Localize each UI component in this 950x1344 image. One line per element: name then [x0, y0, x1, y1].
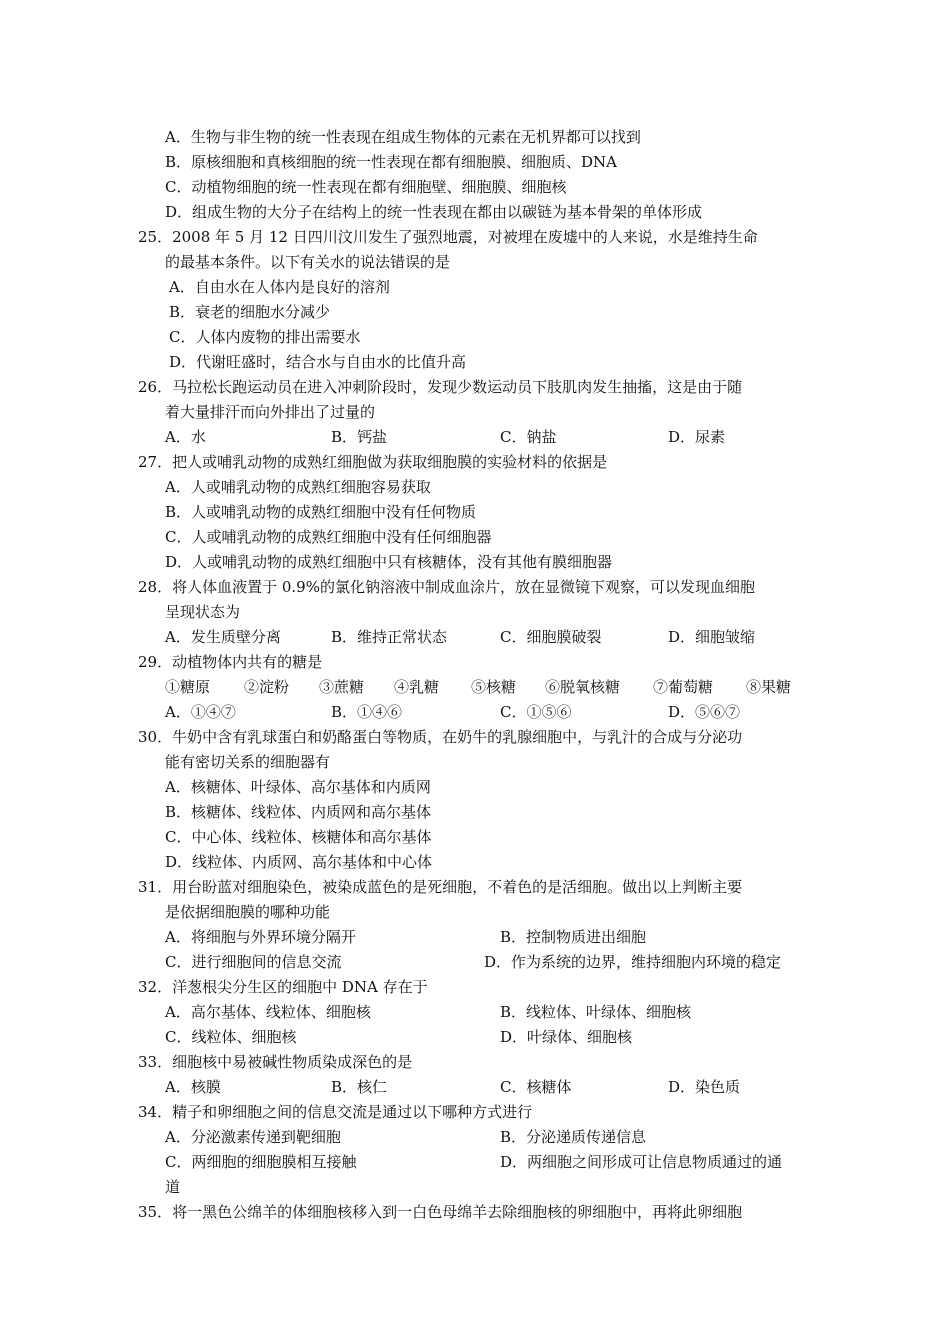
q33-option-a: A．核膜: [165, 1078, 221, 1096]
q32-option-d: D．叶绿体、细胞核: [500, 1028, 633, 1046]
q24-option-b: B．原核细胞和真核细胞的统一性表现在都有细胞膜、细胞质、DNA: [165, 153, 618, 171]
q29-item-1: ①糖原: [165, 678, 211, 696]
q29-item-8: ⑧果糖: [746, 678, 792, 696]
q34-option-d-line2: 道: [165, 1178, 181, 1196]
q27-option-b: B．人或哺乳动物的成熟红细胞中没有任何物质: [165, 503, 477, 521]
q33-option-c: C．核糖体: [500, 1078, 572, 1096]
q29-option-c: C．①⑤⑥: [500, 703, 572, 721]
q28-option-a: A．发生质壁分离: [165, 628, 281, 646]
q24-option-c: C．动植物细胞的统一性表现在都有细胞壁、细胞膜、细胞核: [165, 178, 567, 196]
q32-option-a: A．高尔基体、线粒体、细胞核: [165, 1003, 371, 1021]
q26-option-d: D．尿素: [668, 428, 726, 446]
q30-option-a: A．核糖体、叶绿体、高尔基体和内质网: [165, 778, 431, 796]
q28-option-d: D．细胞皱缩: [668, 628, 756, 646]
q28-stem-line2: 呈现状态为: [165, 603, 241, 621]
q26-stem-line2: 着大量排汗而向外排出了过量的: [165, 403, 376, 421]
q30-stem-line1: 30．牛奶中含有乳球蛋白和奶酪蛋白等物质，在奶牛的乳腺细胞中，与乳汁的合成与分泌功: [138, 728, 743, 746]
q27-stem-line1: 27．把人或哺乳动物的成熟红细胞做为获取细胞膜的实验材料的依据是: [138, 453, 608, 471]
q29-option-d: D．⑤⑥⑦: [668, 703, 741, 721]
q30-stem-line2: 能有密切关系的细胞器有: [165, 753, 331, 771]
q33-stem-line1: 33．细胞核中易被碱性物质染成深色的是: [138, 1053, 413, 1071]
q26-option-a: A．水: [165, 428, 206, 446]
q31-option-d: D．作为系统的边界，维持细胞内环境的稳定: [484, 953, 782, 971]
q34-option-d-line1: D．两细胞之间形成可让信息物质通过的通: [500, 1153, 783, 1171]
q29-item-6: ⑥脱氧核糖: [545, 678, 621, 696]
q24-option-a: A．生物与非生物的统一性表现在组成生物体的元素在无机界都可以找到: [165, 128, 641, 146]
q34-option-a: A．分泌激素传递到靶细胞: [165, 1128, 341, 1146]
q35-stem-line1: 35．将一黑色公绵羊的体细胞核移入到一白色母绵羊去除细胞核的卵细胞中，再将此卵细胞: [138, 1203, 743, 1221]
q28-option-c: C．细胞膜破裂: [500, 628, 602, 646]
q27-option-a: A．人或哺乳动物的成熟红细胞容易获取: [165, 478, 431, 496]
q32-option-b: B．线粒体、叶绿体、细胞核: [500, 1003, 692, 1021]
q29-item-4: ④乳糖: [394, 678, 440, 696]
q29-item-3: ③蔗糖: [319, 678, 365, 696]
q34-stem-line1: 34．精子和卵细胞之间的信息交流是通过以下哪种方式进行: [138, 1103, 533, 1121]
q26-stem-line1: 26．马拉松长跑运动员在进入冲刺阶段时，发现少数运动员下肢肌肉发生抽搐，这是由于随: [138, 378, 743, 396]
q24-option-d: D．组成生物的大分子在结构上的统一性表现在都由以碳链为基本骨架的单体形成: [165, 203, 703, 221]
q25-option-a: A．自由水在人体内是良好的溶剂: [169, 278, 390, 296]
q30-option-d: D．线粒体、内质网、高尔基体和中心体: [165, 853, 433, 871]
q28-stem-line1: 28．将人体血液置于 0.9%的氯化钠溶液中制成血涂片，放在显微镜下观察，可以发现血细胞: [138, 578, 755, 596]
q31-option-c: C．进行细胞间的信息交流: [165, 953, 342, 971]
q34-option-c: C．两细胞的细胞膜相互接触: [165, 1153, 357, 1171]
q25-option-b: B．衰老的细胞水分减少: [169, 303, 331, 321]
q32-stem-line1: 32．洋葱根尖分生区的细胞中 DNA 存在于: [138, 978, 428, 996]
q25-stem-line1: 25．2008 年 5 月 12 日四川汶川发生了强烈地震，对被埋在废墟中的人来说，水是维持生命: [138, 228, 758, 246]
q34-option-b: B．分泌递质传递信息: [500, 1128, 647, 1146]
q29-option-b: B．①④⑥: [331, 703, 403, 721]
q29-item-7: ⑦葡萄糖: [653, 678, 714, 696]
q30-option-b: B．核糖体、线粒体、内质网和高尔基体: [165, 803, 432, 821]
q26-option-b: B．钙盐: [331, 428, 388, 446]
q27-option-d: D．人或哺乳动物的成熟红细胞中只有核糖体，没有其他有膜细胞器: [165, 553, 613, 571]
q31-stem-line1: 31．用台盼蓝对细胞染色，被染成蓝色的是死细胞，不着色的是活细胞。做出以上判断主要: [138, 878, 743, 896]
q29-stem-line1: 29．动植物体内共有的糖是: [138, 653, 323, 671]
q27-option-c: C．人或哺乳动物的成熟红细胞中没有任何细胞器: [165, 528, 492, 546]
q33-option-b: B．核仁: [331, 1078, 388, 1096]
q30-option-c: C．中心体、线粒体、核糖体和高尔基体: [165, 828, 432, 846]
q25-stem-line2: 的最基本条件。以下有关水的说法错误的是: [165, 253, 451, 271]
q31-stem-line2: 是依据细胞膜的哪种功能: [165, 903, 331, 921]
q29-item-5: ⑤核糖: [471, 678, 517, 696]
q25-option-d: D．代谢旺盛时，结合水与自由水的比值升高: [169, 353, 467, 371]
q28-option-b: B．维持正常状态: [331, 628, 448, 646]
q29-item-2: ②淀粉: [244, 678, 290, 696]
q31-option-a: A．将细胞与外界环境分隔开: [165, 928, 356, 946]
q29-option-a: A．①④⑦: [165, 703, 236, 721]
q33-option-d: D．染色质: [668, 1078, 741, 1096]
q26-option-c: C．钠盐: [500, 428, 557, 446]
q32-option-c: C．线粒体、细胞核: [165, 1028, 297, 1046]
q25-option-c: C．人体内废物的排出需要水: [169, 328, 361, 346]
q31-option-b: B．控制物质进出细胞: [500, 928, 647, 946]
